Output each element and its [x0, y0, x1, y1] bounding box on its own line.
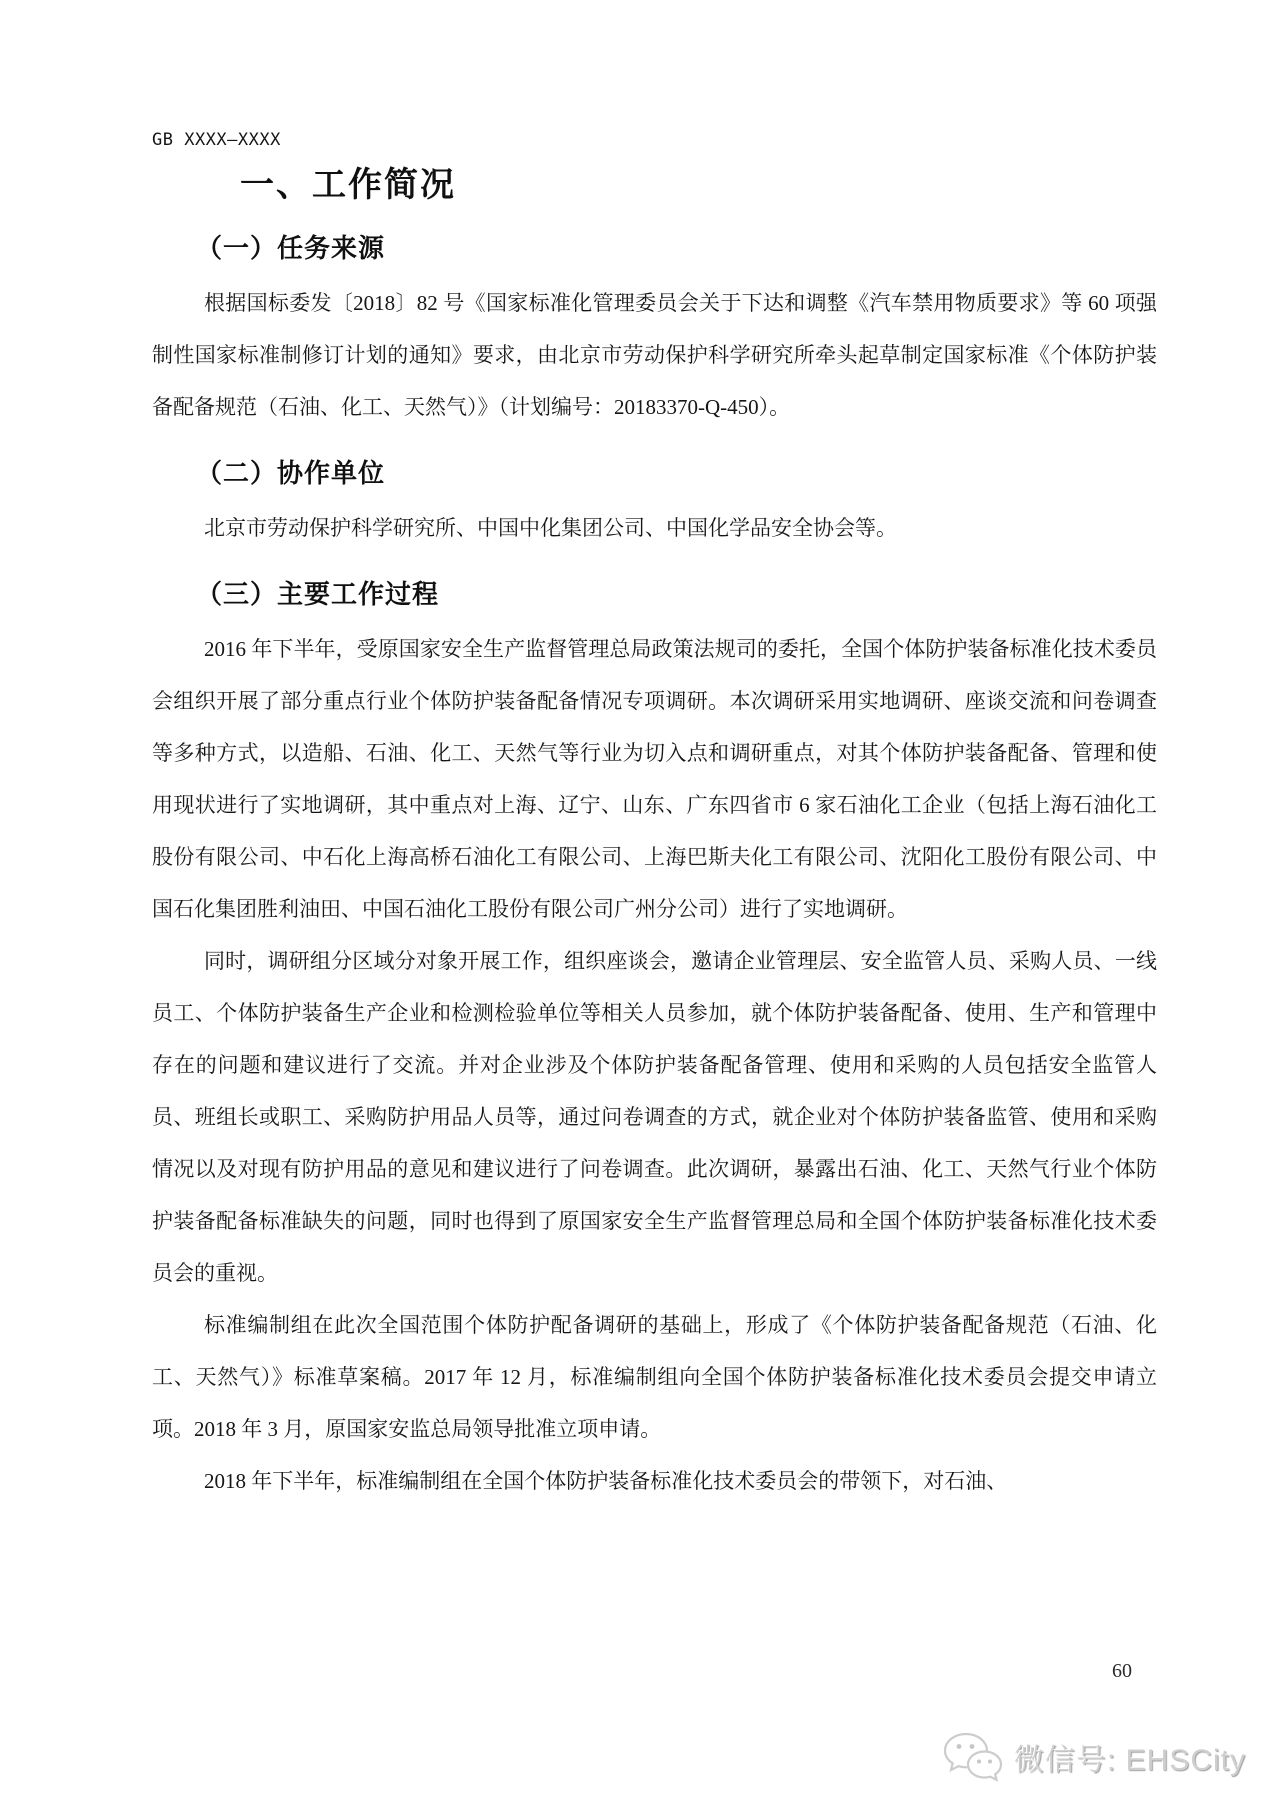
section-heading-task-source: （一）任务来源 — [196, 233, 386, 263]
paragraph-cooperating-units: 北京市劳动保护科学研究所、中国中化集团公司、中国化学品安全协会等。 — [204, 516, 897, 540]
page-number: 60 — [1112, 1660, 1132, 1682]
section-heading-main-work-process: （三）主要工作过程 — [196, 579, 440, 609]
paragraph-task-source: 根据国标委发〔2018〕82 号《国家标准化管理委员会关于下达和调整《汽车禁用物质要求》等 60 项强制性国家标准制修订计划的通知》要求，由北京市劳动保护科学研究所牵头起草制定国家标准《个体防护装备配备规范（石油、化工、天然气）》（计划编号：20183370-Q-450）。 — [152, 291, 1157, 419]
wechat-icon — [942, 1731, 1004, 1783]
document-title: 一、工作简况 — [240, 166, 456, 204]
document-content — [152, 156, 1157, 1507]
paragraph-work-process-3: 标准编制组在此次全国范围个体防护配备调研的基础上，形成了《个体防护装备配备规范（石油、化工、天然气）》标准草案稿。2017 年 12 月，标准编制组向全国个体防护装备标准化技术委员会提交申请立项。2018 年 3 月，原国家安监总局领导批准立项申请。 — [152, 1313, 1157, 1441]
paragraph-work-process-4: 2018 年下半年，标准编制组在全国个体防护装备标准化技术委员会的带领下，对石油、 — [204, 1469, 1008, 1493]
paragraph-work-process-2: 同时，调研组分区域分对象开展工作，组织座谈会，邀请企业管理层、安全监管人员、采购人员、一线员工、个体防护装备生产企业和检测检验单位等相关人员参加，就个体防护装备配备、使用、生产和管理中存在的问题和建议进行了交流。并对企业涉及个体防护装备配备管理、使用和采购的人员包括安全监管人员、班组长或职工、采购防护用品人员等，通过问卷调查的方式，就企业对个体防护装备监管、使用和采购情况以及对现有防护用品的意见和建议进行了问卷调查。此次调研，暴露出石油、化工、天然气行业个体防护装备配备标准缺失的问题，同时也得到了原国家安全生产监督管理总局和全国个体防护装备标准化技术委员会的重视。 — [152, 949, 1157, 1285]
watermark-text: 微信号: EHSCity — [1013, 1744, 1246, 1777]
standard-number-header: GB XXXX—XXXX — [152, 130, 281, 150]
paragraph-work-process-1: 2016 年下半年，受原国家安全生产监督管理总局政策法规司的委托，全国个体防护装备标准化技术委员会组织开展了部分重点行业个体防护装备配备情况专项调研。本次调研采用实地调研、座谈交流和问卷调查等多种方式，以造船、石油、化工、天然气等行业为切入点和调研重点，对其个体防护装备配备、管理和使用现状进行了实地调研，其中重点对上海、辽宁、山东、广东四省市 6 家石油化工企业（包括上海石油化工股份有限公司、中石化上海高桥石油化工有限公司、上海巴斯夫化工有限公司、沈阳化工股份有限公司、中国石化集团胜利油田、中国石油化工股份有限公司广州分公司）进行了实地调研。 — [152, 637, 1157, 921]
section-heading-cooperating-units: （二）协作单位 — [196, 458, 386, 488]
watermark — [942, 1731, 1246, 1783]
